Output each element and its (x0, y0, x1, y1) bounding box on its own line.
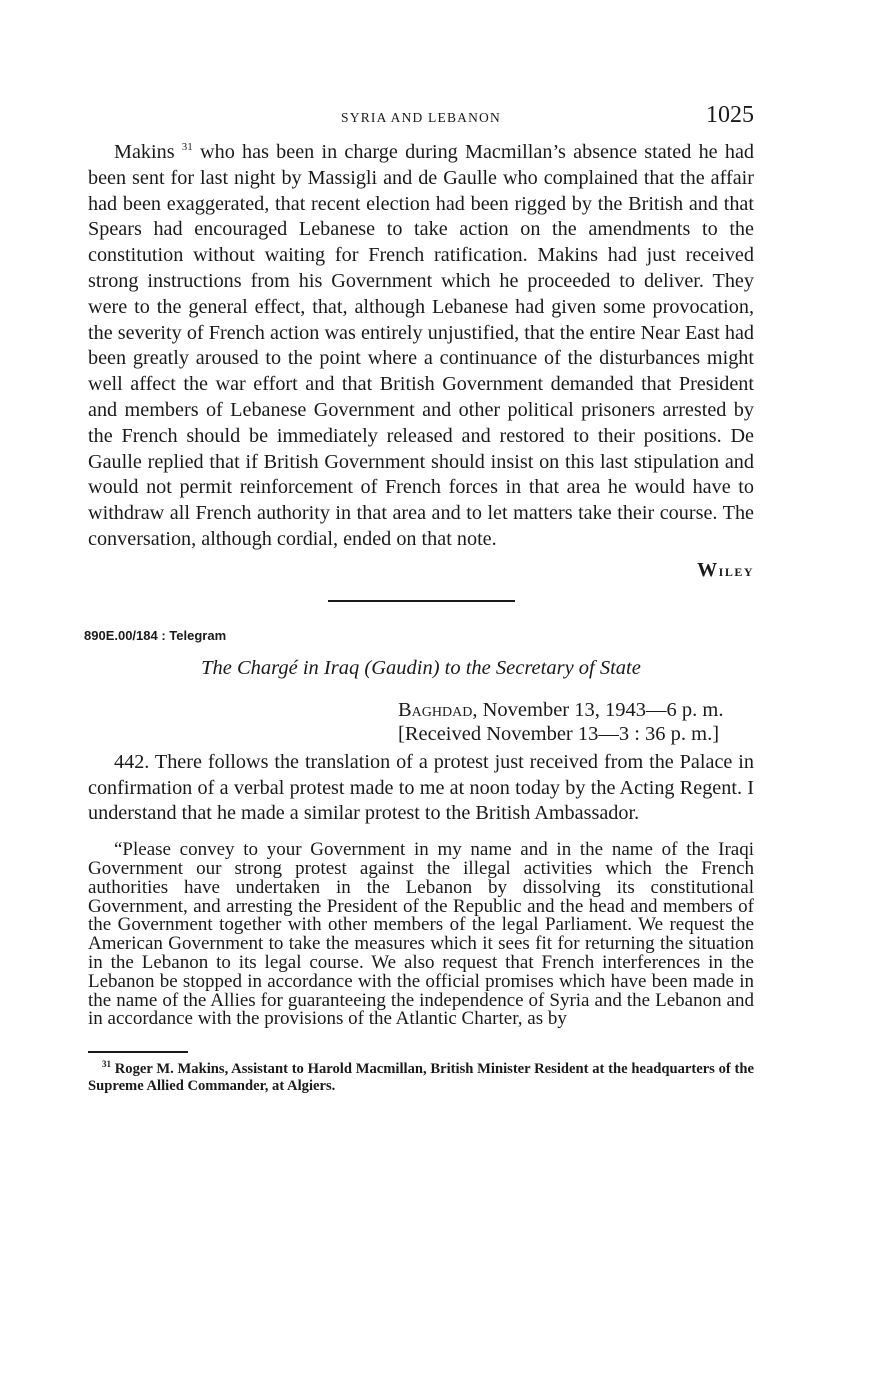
telegram-paragraph: 442. There follows the translation of a protest just received from the Palace in confirmation of a verbal protest made to me at noon today by the Acting Regent. I understand that he made a similar protest to the British Ambassador. (88, 750, 754, 825)
dateline-received: [Received November 13—3 : 36 p. m.] (398, 722, 720, 745)
document-title: The Chargé in Iraq (Gaudin) to the Secretary of State (201, 656, 641, 679)
dateline (398, 698, 754, 746)
paragraph-rest: who has been in charge during Macmillan’s absence stated he had been sent for last night by Massigli and de Gaulle who complained that the affair had been exaggerated, that recent election had been rigged by the British and that Spears had encouraged Lebanese to take action on the amendments to the constitution without waiting for French ratification. Makins had just received strong instructions from his Government which he proceeded to deliver. They were to the general effect, that, although Lebanese had given some provocation, the severity of French action was entirely unjustified, that the entire Near East had been greatly aroused to the point where a continuance of the disturbances might well affect the war effort and that British Government demanded that President and members of Lebanese Government and other political prisoners arrested by the French should be immediately released and restored to their positions. De Gaulle replied that if British Government should insist on this last stipulation and would not permit reinforcement of French forces in that area he would have to withdraw all French authority in that area and to let matters take their course. The conversation, although cordial, ended on that note. (88, 141, 754, 550)
file-reference: 890E.00/184 : Telegram (84, 627, 227, 643)
footnote-text: Roger M. Makins, Assistant to Harold Macmillan, British Minister Resident at the headquarters of the Supreme Allied Commander, at Algiers. (88, 1060, 754, 1094)
makins-paragraph (88, 140, 754, 553)
running-header (88, 100, 754, 140)
dateline-place: Baghdad, (398, 698, 478, 721)
paragraph-start: Makins (114, 141, 182, 163)
dateline-date: November 13, 1943—6 p. m. (477, 698, 724, 721)
footnote-reference: 31 (181, 141, 193, 153)
section-divider (328, 600, 515, 602)
page-content (84, 100, 754, 1095)
footnote-marker: 31 (102, 1058, 111, 1069)
protest-quote: “Please convey to your Government in my name and in the name of the Iraqi Government our strong protest against the illegal activities which the French authorities have undertaken in the Lebanon by dissolving its constitutional Government, and arresting the President of the Republic and the head and members of the Government together with other members of the legal Parliament. We request the American Government to take the measures which it sees fit for returning the situation in the Lebanon to its legal course. We also request that French interferences in the Lebanon be stopped in accordance with the official promises which have been made in the name of the Allies for guaranteeing the independence of Syria and the Lebanon and in accordance with the provisions of the Atlantic Charter, as by (88, 839, 754, 1030)
signature-rest: iley (718, 560, 754, 580)
footnote (88, 1058, 754, 1095)
running-title: SYRIA AND LEBANON (341, 110, 501, 125)
signature-initial: W (697, 558, 719, 581)
signature-wiley (88, 559, 754, 582)
page-number: 1025 (706, 102, 754, 128)
dateline-sent (398, 698, 754, 722)
footnote-rule (88, 1051, 188, 1053)
